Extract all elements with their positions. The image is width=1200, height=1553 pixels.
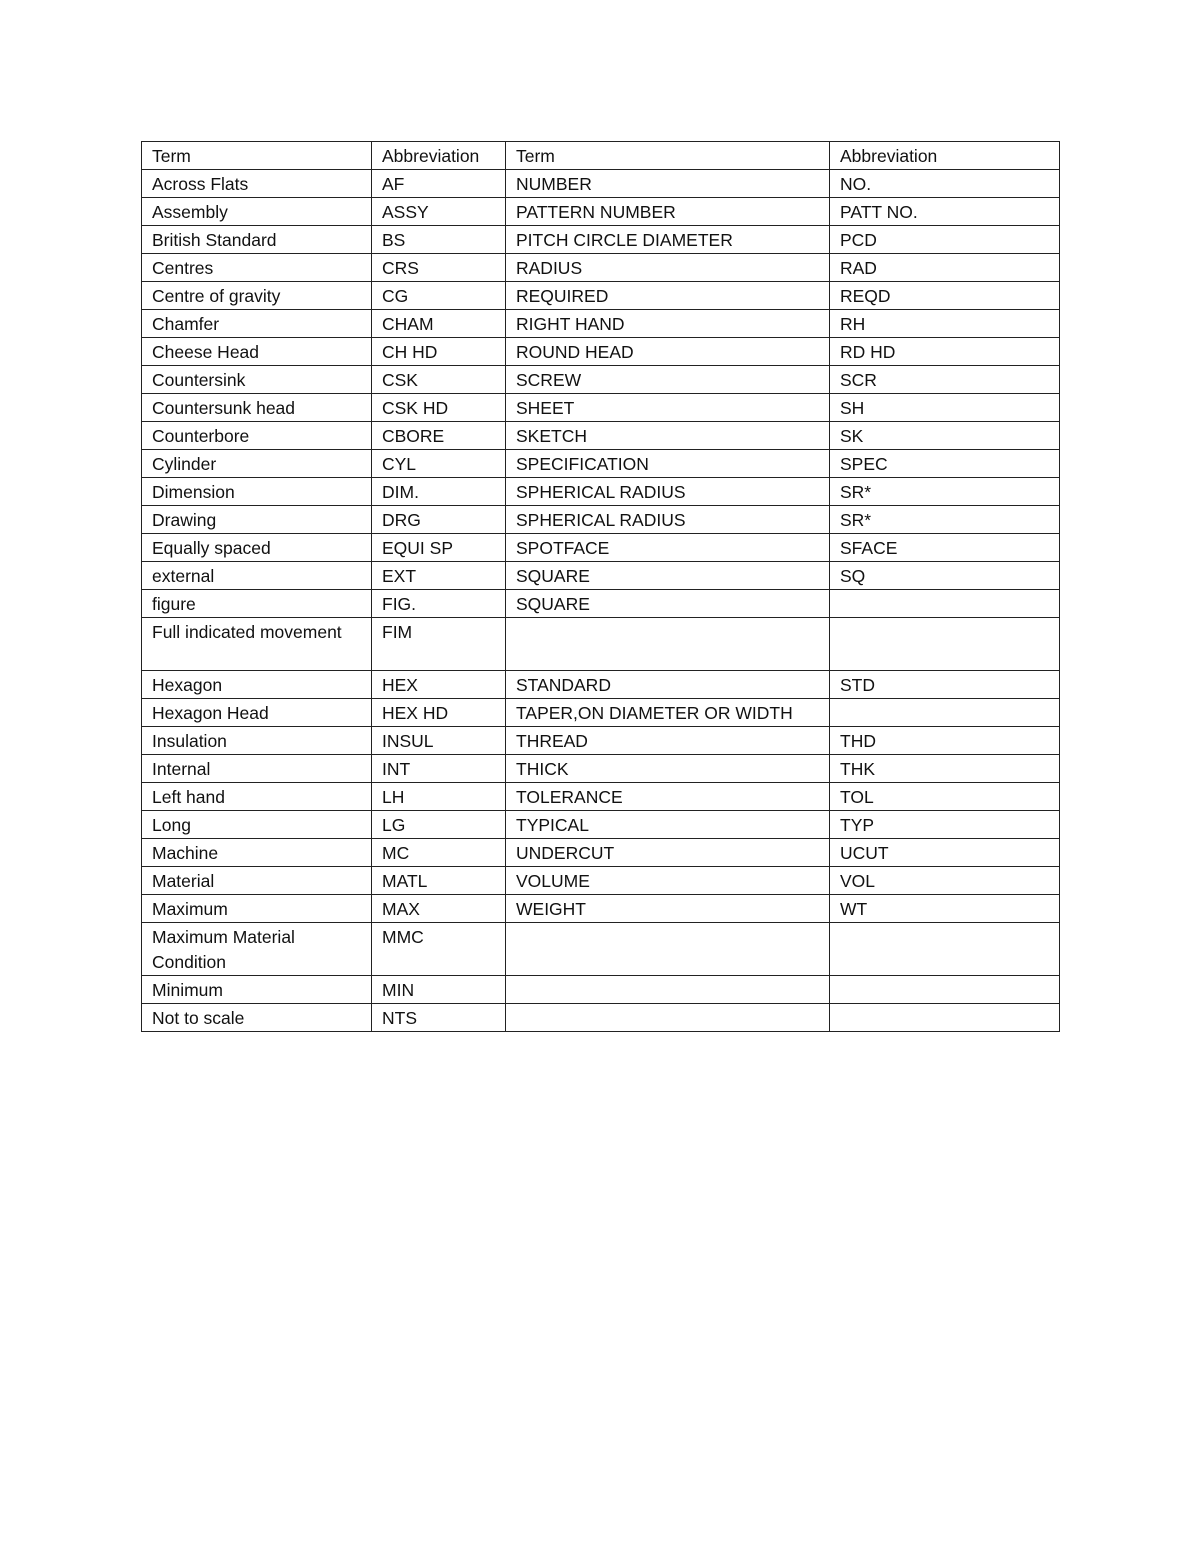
term-cell: UNDERCUT <box>506 839 830 867</box>
term-cell <box>506 976 830 1004</box>
abbreviation-cell: TYP <box>830 811 1060 839</box>
term-cell: figure <box>142 590 372 618</box>
table-row <box>142 422 1060 450</box>
abbreviation-cell: THK <box>830 755 1060 783</box>
abbreviation-cell: CHAM <box>372 310 506 338</box>
abbreviation-cell: MATL <box>372 867 506 895</box>
table-row <box>142 923 1060 976</box>
abbreviation-cell: UCUT <box>830 839 1060 867</box>
table-body <box>142 142 1060 1032</box>
term-cell: WEIGHT <box>506 895 830 923</box>
term-cell: TAPER,ON DIAMETER OR WIDTH <box>506 699 830 727</box>
table-row <box>142 699 1060 727</box>
header-term-2: Term <box>506 142 830 170</box>
abbreviation-cell: INSUL <box>372 727 506 755</box>
term-cell: SKETCH <box>506 422 830 450</box>
term-cell: Drawing <box>142 506 372 534</box>
term-cell: Hexagon <box>142 671 372 699</box>
table-row <box>142 478 1060 506</box>
abbreviation-cell: FIG. <box>372 590 506 618</box>
term-cell: ROUND HEAD <box>506 338 830 366</box>
table-row <box>142 783 1060 811</box>
term-cell: TOLERANCE <box>506 783 830 811</box>
abbreviation-cell: SFACE <box>830 534 1060 562</box>
term-cell: PATTERN NUMBER <box>506 198 830 226</box>
term-cell: PITCH CIRCLE DIAMETER <box>506 226 830 254</box>
term-cell: Minimum <box>142 976 372 1004</box>
table-header-row <box>142 142 1060 170</box>
term-cell: Full indicated movement <box>142 618 372 671</box>
term-cell: NUMBER <box>506 170 830 198</box>
abbreviations-table <box>141 141 1060 1032</box>
abbreviation-cell: SK <box>830 422 1060 450</box>
term-cell: Left hand <box>142 783 372 811</box>
table-row <box>142 366 1060 394</box>
abbreviation-cell: STD <box>830 671 1060 699</box>
abbreviation-cell: ASSY <box>372 198 506 226</box>
table-row <box>142 811 1060 839</box>
abbreviation-cell: CSK HD <box>372 394 506 422</box>
abbreviation-cell: CH HD <box>372 338 506 366</box>
term-cell: Assembly <box>142 198 372 226</box>
abbreviation-cell: RD HD <box>830 338 1060 366</box>
term-cell: Chamfer <box>142 310 372 338</box>
term-cell: Long <box>142 811 372 839</box>
term-cell: Maximum <box>142 895 372 923</box>
term-cell: Counterbore <box>142 422 372 450</box>
table-row <box>142 727 1060 755</box>
abbreviation-cell: EXT <box>372 562 506 590</box>
term-cell: Internal <box>142 755 372 783</box>
abbreviation-cell: SPEC <box>830 450 1060 478</box>
abbreviation-cell: EQUI SP <box>372 534 506 562</box>
abbreviation-cell <box>830 1004 1060 1032</box>
term-cell: Cylinder <box>142 450 372 478</box>
term-cell <box>506 618 830 671</box>
table-row <box>142 282 1060 310</box>
term-cell: SCREW <box>506 366 830 394</box>
abbreviation-cell: WT <box>830 895 1060 923</box>
term-cell: SHEET <box>506 394 830 422</box>
abbreviation-cell: BS <box>372 226 506 254</box>
table-row <box>142 170 1060 198</box>
abbreviation-cell: LH <box>372 783 506 811</box>
term-cell: RADIUS <box>506 254 830 282</box>
abbreviation-cell: RH <box>830 310 1060 338</box>
abbreviation-cell: SCR <box>830 366 1060 394</box>
abbreviation-cell: THD <box>830 727 1060 755</box>
table-row <box>142 895 1060 923</box>
abbreviation-cell: NO. <box>830 170 1060 198</box>
table-row <box>142 755 1060 783</box>
abbreviation-cell: CSK <box>372 366 506 394</box>
abbreviation-cell: DRG <box>372 506 506 534</box>
term-cell: British Standard <box>142 226 372 254</box>
abbreviation-cell: MC <box>372 839 506 867</box>
term-cell: REQUIRED <box>506 282 830 310</box>
table-row <box>142 618 1060 671</box>
term-cell: Maximum Material Condition <box>142 923 372 976</box>
table-row <box>142 226 1060 254</box>
term-cell: external <box>142 562 372 590</box>
abbreviation-cell <box>830 976 1060 1004</box>
abbreviation-cell: SR* <box>830 506 1060 534</box>
abbreviation-cell: CRS <box>372 254 506 282</box>
table-row <box>142 671 1060 699</box>
term-cell: Centre of gravity <box>142 282 372 310</box>
abbreviation-cell: INT <box>372 755 506 783</box>
term-cell: SPOTFACE <box>506 534 830 562</box>
table-row <box>142 976 1060 1004</box>
term-cell: STANDARD <box>506 671 830 699</box>
term-cell: VOLUME <box>506 867 830 895</box>
table-row <box>142 1004 1060 1032</box>
abbreviation-cell <box>830 699 1060 727</box>
term-cell: SPECIFICATION <box>506 450 830 478</box>
abbreviation-cell: NTS <box>372 1004 506 1032</box>
abbreviation-cell: DIM. <box>372 478 506 506</box>
abbreviation-cell: SH <box>830 394 1060 422</box>
abbreviation-cell: SR* <box>830 478 1060 506</box>
table-row <box>142 254 1060 282</box>
abbreviation-cell <box>830 618 1060 671</box>
term-cell: Hexagon Head <box>142 699 372 727</box>
abbreviation-cell: AF <box>372 170 506 198</box>
term-cell: Countersunk head <box>142 394 372 422</box>
term-cell: Insulation <box>142 727 372 755</box>
term-cell: SPHERICAL RADIUS <box>506 478 830 506</box>
term-cell: Across Flats <box>142 170 372 198</box>
term-cell: Countersink <box>142 366 372 394</box>
term-cell <box>506 1004 830 1032</box>
table-row <box>142 867 1060 895</box>
table-row <box>142 450 1060 478</box>
abbreviation-cell: MIN <box>372 976 506 1004</box>
abbreviation-cell: VOL <box>830 867 1060 895</box>
abbreviation-cell: LG <box>372 811 506 839</box>
table-row <box>142 590 1060 618</box>
term-cell: Equally spaced <box>142 534 372 562</box>
table-row <box>142 562 1060 590</box>
term-cell: SPHERICAL RADIUS <box>506 506 830 534</box>
table-row <box>142 394 1060 422</box>
abbreviation-cell: TOL <box>830 783 1060 811</box>
term-cell: THICK <box>506 755 830 783</box>
table-row <box>142 534 1060 562</box>
abbreviation-cell: HEX <box>372 671 506 699</box>
term-cell: Centres <box>142 254 372 282</box>
abbreviation-cell: CBORE <box>372 422 506 450</box>
table-row <box>142 338 1060 366</box>
abbreviation-cell: MAX <box>372 895 506 923</box>
table-row <box>142 310 1060 338</box>
abbreviation-cell: HEX HD <box>372 699 506 727</box>
header-abbreviation-2: Abbreviation <box>830 142 1060 170</box>
abbreviation-cell <box>830 590 1060 618</box>
abbreviation-cell: SQ <box>830 562 1060 590</box>
term-cell <box>506 923 830 976</box>
term-cell: Material <box>142 867 372 895</box>
table-row <box>142 506 1060 534</box>
term-cell: Dimension <box>142 478 372 506</box>
term-cell: RIGHT HAND <box>506 310 830 338</box>
term-cell: Not to scale <box>142 1004 372 1032</box>
abbreviation-cell: PCD <box>830 226 1060 254</box>
term-cell: THREAD <box>506 727 830 755</box>
term-cell: SQUARE <box>506 562 830 590</box>
header-term-1: Term <box>142 142 372 170</box>
abbreviation-cell: RAD <box>830 254 1060 282</box>
term-cell: TYPICAL <box>506 811 830 839</box>
abbreviation-cell: PATT NO. <box>830 198 1060 226</box>
table-row <box>142 198 1060 226</box>
table-row <box>142 839 1060 867</box>
term-cell: Cheese Head <box>142 338 372 366</box>
abbreviation-cell: FIM <box>372 618 506 671</box>
header-abbreviation-1: Abbreviation <box>372 142 506 170</box>
term-cell: SQUARE <box>506 590 830 618</box>
abbreviation-cell <box>830 923 1060 976</box>
abbreviation-cell: CYL <box>372 450 506 478</box>
abbreviation-cell: REQD <box>830 282 1060 310</box>
abbreviation-cell: MMC <box>372 923 506 976</box>
abbreviation-cell: CG <box>372 282 506 310</box>
term-cell: Machine <box>142 839 372 867</box>
